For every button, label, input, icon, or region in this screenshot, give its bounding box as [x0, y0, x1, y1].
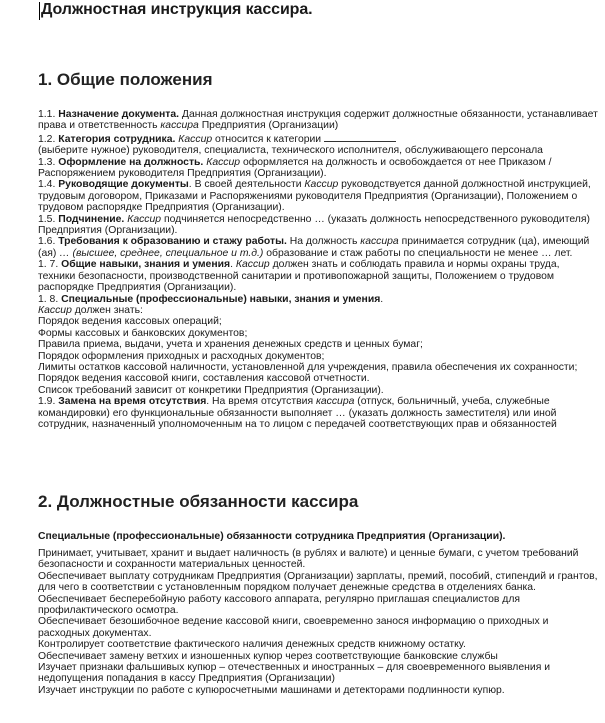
- item-1-2-options: (выберите нужное) руководителя, специалиста, технического исполнителя, обслуживающего персонала: [38, 145, 543, 157]
- section-2-body: [38, 531, 598, 542]
- duties-list: [38, 548, 598, 696]
- duty-item: Контролирует соответствие фактического наличия денежных средств книжному остатку.: [38, 639, 466, 651]
- duty-item: Обеспечивает безошибочное ведение кассовой книги, своевременно занося информацию о приходных и расходных документах.: [38, 616, 549, 639]
- item-1-7: 1. 7. Общие навыки, знания и умения. Кассир должен знать и соблюдать правила и нормы охраны труда, техники безопасности, производственной санитарии и противопожарной защиты, Положением о трудовом распорядке Предприятия (Организации).: [38, 259, 560, 294]
- section-1-heading: 1. Общие положения: [38, 70, 213, 89]
- item-1-1: 1.1. Назначение документа. Данная должностная инструкция содержит должностные обязанности, устанавливает права и ответственность кассира Предприятия (Организации): [38, 109, 598, 132]
- text-cursor: [39, 2, 40, 20]
- section-1-body: [38, 109, 598, 430]
- knowledge-item: Порядок ведения кассовых операций;: [38, 316, 222, 328]
- blank-underline: [324, 132, 396, 142]
- document-title: Должностная инструкция кассира.: [41, 1, 313, 18]
- section-2-heading: 2. Должностные обязанности кассира: [38, 492, 359, 511]
- item-1-4: 1.4. Руководящие документы. В своей деятельности Кассир руководствуется данной должностной инструкцией, трудовым договором, Приказами и Распоряжениями руководителя Предприятия (Организации), Положением о трудовом распорядке Предприятия (Организации).: [38, 179, 591, 214]
- knowledge-item: Правила приема, выдачи, учета и хранения денежных средств и ценных бумаг;: [38, 339, 423, 351]
- duty-item: Изучает признаки фальшивых купюр – отечественных и иностранных – для своевременного выявления и недопущения попадания в кассу Предприятия (Организации): [38, 662, 551, 685]
- item-1-9: 1.9. Замена на время отсутствия. На время отсутствия кассира (отпуск, больничный, учеба, служебные командировки) его функциональные обязанности выполняет … (указать должность заместителя) или иной сотрудник, назначенный уполномоченным на то лицом с передачей соответствующих прав и обязанностей: [38, 396, 557, 430]
- item-1-2: 1.2. Категория сотрудника. Кассир относится к категории: [38, 132, 598, 145]
- duty-item: Обеспечивает замену ветхих и изношенных купюр через соответствующие банковские службы: [38, 650, 498, 662]
- knowledge-item: Лимиты остатков кассовой наличности, установленной для учреждения, правила обеспечения их сохранности;: [38, 361, 578, 373]
- duty-item: Обеспечивает бесперебойную работу кассового аппарата, регулярно приглашая специалистов для профилактического осмотра.: [38, 593, 521, 617]
- knowledge-item: Порядок ведения кассовой книги, составления кассовой отчетности.: [38, 373, 370, 385]
- duty-item: Принимает, учитывает, хранит и выдает наличность (в рублях и валюте) и ценные бумаги, с учетом требований безопасности и сохранности материальных ценностей.: [38, 548, 579, 571]
- item-1-5: 1.5. Подчинение. Кассир подчиняется непосредственно … (указать должность непосредственного руководителя) Предприятия (Организации).: [38, 213, 590, 237]
- duty-item: Изучает инструкции по работе с купюросчетными машинами и детекторами подлинности купюр.: [38, 684, 505, 696]
- duty-item: Обеспечивает выплату сотрудникам Предприятия (Организации) зарплаты, премий, пособий, стипендий и грантов, для чего в соответствии с установленным порядком получает денежные средства в отделениях банка.: [38, 570, 598, 594]
- item-1-3: 1.3. Оформление на должность. Кассир оформляется на должность и освобождается от нее Приказом / Распоряжением руководителя Предприятия (Организации).: [38, 156, 552, 180]
- knowledge-item: Порядок оформления приходных и расходных документов;: [38, 350, 325, 362]
- must-know-intro: Кассир должен знать:: [38, 304, 143, 316]
- knowledge-item: Формы кассовых и банковских документов;: [38, 327, 248, 339]
- section-2-subheading: Специальные (профессиональные) обязанности сотрудника Предприятия (Организации).: [38, 531, 506, 542]
- item-1-8: 1. 8. Специальные (профессиональные) навыки, знания и умения.: [38, 293, 384, 305]
- item-1-6: 1.6. Требования к образованию и стажу работы. На должность кассира принимается сотрудник (ца), имеющий (ая) … (высшее, среднее, специальное и т.д.) образование и стаж работы по специальности не менее … лет.: [38, 236, 590, 259]
- knowledge-item: Список требований зависит от конкретики Предприятия (Организации).: [38, 384, 384, 396]
